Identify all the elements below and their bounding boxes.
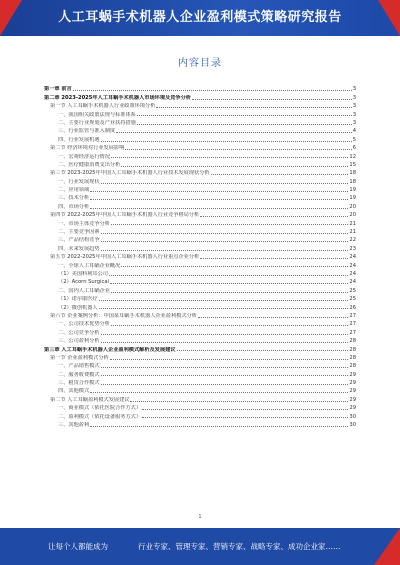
toc-entry[interactable] — [44, 168, 356, 176]
toc-entry[interactable] — [44, 277, 356, 285]
toc-entry-page: 18 — [349, 170, 356, 177]
toc-entry-page: 24 — [349, 262, 356, 269]
footer-slogan-right: 行业专家、管理专家、营销专家、战略专家、成功企业家…… — [138, 542, 341, 551]
toc-entry[interactable] — [44, 193, 356, 201]
toc-leader-dots — [73, 90, 352, 91]
toc-entry[interactable] — [44, 302, 356, 310]
toc-leader-dots — [142, 409, 348, 410]
toc-entry-page: 24 — [349, 270, 356, 277]
toc-entry-label: 二、医疗健康消费支出分析 — [58, 161, 121, 168]
toc-entry-label: 第五节 2022-2025年中国人工耳蜗手术机器人行业重点企业分析 — [50, 254, 200, 261]
toc-entry-page: 21 — [349, 220, 356, 227]
toc-leader-dots — [90, 426, 348, 427]
toc-entry-label: 第二节 人工耳蜗盈利模式发展建议 — [50, 396, 130, 403]
toc-entry[interactable] — [44, 218, 356, 226]
toc-leader-dots — [177, 350, 349, 351]
toc-leader-dots — [116, 132, 352, 133]
toc-leader-dots — [101, 250, 349, 251]
toc-entry[interactable] — [44, 143, 356, 151]
toc-entry-label: （2）Acorn Surgical — [58, 279, 109, 286]
table-of-contents — [44, 84, 356, 428]
toc-entry[interactable] — [44, 176, 356, 184]
toc-entry-label: 第三节 2023-2025年中国人工耳蜗手术机器人行业技术发展现状分析 — [50, 170, 210, 177]
toc-entry-page: 19 — [349, 195, 356, 202]
toc-entry-label: 三、租赁合作模式 — [58, 380, 100, 387]
toc-leader-dots — [101, 241, 349, 242]
toc-leader-dots — [110, 359, 349, 360]
toc-leader-dots — [142, 417, 348, 418]
toc-entry-page: 12 — [349, 153, 356, 160]
toc-entry-label: 三、其他盈利 — [58, 422, 90, 429]
toc-entry[interactable] — [44, 378, 356, 386]
toc-entry[interactable] — [44, 369, 356, 377]
toc-entry[interactable] — [44, 386, 356, 394]
toc-leader-dots — [110, 283, 348, 284]
toc-entry[interactable] — [44, 260, 356, 268]
toc-entry-label: 一、市场主体竞争分析 — [58, 220, 110, 227]
toc-entry-page: 28 — [349, 346, 356, 353]
toc-entry[interactable] — [44, 394, 356, 402]
toc-entry[interactable] — [44, 353, 356, 361]
toc-entry-page: 22 — [349, 237, 356, 244]
toc-leader-dots — [90, 199, 348, 200]
toc-entry-page: 26 — [349, 304, 356, 311]
toc-leader-dots — [200, 216, 348, 217]
toc-entry[interactable] — [44, 269, 356, 277]
toc-leader-dots — [101, 141, 352, 142]
toc-entry-label: 一、商业模式（依托医院合作方式） — [58, 405, 142, 412]
toc-leader-dots — [101, 384, 349, 385]
toc-entry[interactable] — [44, 109, 356, 117]
toc-entry-page: 6 — [352, 145, 356, 152]
toc-leader-dots — [109, 275, 348, 276]
toc-leader-dots — [111, 325, 349, 326]
toc-entry-page: 25 — [349, 287, 356, 294]
toc-entry[interactable] — [44, 101, 356, 109]
toc-leader-dots — [156, 107, 351, 108]
toc-entry[interactable] — [44, 84, 356, 92]
toc-leader-dots — [200, 258, 348, 259]
toc-entry-label: 二、国内人工耳蜗企业 — [58, 287, 110, 294]
toc-entry-page: 28 — [349, 354, 356, 361]
toc-entry-page: 20 — [349, 203, 356, 210]
toc-leader-dots — [99, 308, 349, 309]
toc-entry-label: 第一节 企业盈利模式分析 — [50, 354, 109, 361]
toc-entry-label: 一、行业发展现状 — [58, 178, 100, 185]
toc-entry-page: 3 — [352, 86, 356, 93]
toc-leader-dots — [198, 317, 348, 318]
toc-entry-page: 21 — [349, 229, 356, 236]
toc-entry-page: 29 — [349, 380, 356, 387]
toc-entry-label: 第一章 前言 — [44, 86, 72, 93]
toc-entry-label: 三、公司盈利分析 — [58, 338, 100, 345]
toc-entry-label: 四、其他模式 — [58, 388, 90, 395]
toc-entry-page: 5 — [352, 136, 356, 143]
toc-entry[interactable] — [44, 336, 356, 344]
toc-entry-label: 四、市场分析 — [58, 203, 90, 210]
toc-leader-dots — [130, 401, 348, 402]
toc-entry[interactable] — [44, 185, 356, 193]
toc-entry[interactable] — [44, 420, 356, 428]
toc-entry[interactable] — [44, 235, 356, 243]
toc-entry-label: 二、服务收费模式 — [58, 371, 100, 378]
toc-entry[interactable] — [44, 151, 356, 159]
toc-entry-label: 二、公司竞争分析 — [58, 329, 100, 336]
toc-entry-page: 3 — [352, 103, 356, 110]
toc-entry-label: 一、宏观经济运行情况 — [58, 153, 110, 160]
toc-entry-page: 20 — [349, 212, 356, 219]
header-banner — [0, 0, 400, 36]
toc-entry-label: 四、未来发展趋势 — [58, 245, 100, 252]
toc-entry[interactable] — [44, 134, 356, 142]
toc-entry-label: 第四节 2022-2025年中国人工耳蜗手术机器人行业竞争格局分析 — [50, 212, 200, 219]
toc-entry[interactable] — [44, 361, 356, 369]
toc-entry-label: 第二节 经济环境对行业发展影响 — [50, 145, 125, 152]
toc-entry-label: 第六节 企业案例分析：中国某耳蜗手术机器人企业盈利模式分析 — [50, 312, 197, 319]
toc-entry-page: 23 — [349, 245, 356, 252]
toc-entry[interactable] — [44, 411, 356, 419]
toc-leader-dots — [101, 375, 349, 376]
toc-entry-label: 二、应用领域 — [58, 187, 90, 194]
toc-entry-page: 30 — [349, 413, 356, 420]
toc-entry-page: 29 — [349, 371, 356, 378]
toc-leader-dots — [101, 183, 349, 184]
toc-leader-dots — [90, 392, 348, 393]
toc-entry-page: 24 — [349, 254, 356, 261]
toc-entry[interactable] — [44, 252, 356, 260]
toc-entry-label: 二、主要行业规划及产业扶持措施 — [58, 119, 136, 126]
toc-entry-page: 27 — [349, 321, 356, 328]
toc-entry-label: 第二章 2023-2025年人工耳蜗手术机器人市场环境及竞争分析 — [44, 94, 191, 101]
toc-entry[interactable] — [44, 319, 356, 327]
toc-entry-page: 29 — [349, 396, 356, 403]
toc-entry-page: 3 — [352, 119, 356, 126]
toc-leader-dots — [137, 124, 352, 125]
toc-entry-page: 28 — [349, 363, 356, 370]
toc-leader-dots — [111, 224, 349, 225]
toc-leader-dots — [101, 334, 349, 335]
toc-entry-page: 27 — [349, 329, 356, 336]
toc-entry[interactable] — [44, 327, 356, 335]
toc-entry-page: 19 — [349, 187, 356, 194]
toc-entry[interactable] — [44, 227, 356, 235]
toc-leader-dots — [121, 266, 348, 267]
toc-entry-label: 二、盈利模式（依托设备服务方式） — [58, 413, 142, 420]
toc-entry-page: 18 — [349, 178, 356, 185]
footer-red-accent — [374, 528, 400, 565]
toc-entry-label: 三、技术分析 — [58, 195, 90, 202]
toc-heading: 内容目录 — [178, 58, 222, 69]
toc-leader-dots — [192, 99, 352, 100]
header-red-accent-right — [378, 0, 400, 36]
toc-leader-dots — [101, 233, 349, 234]
toc-entry[interactable] — [44, 201, 356, 209]
toc-entry-label: 第三章 人工耳蜗手术机器人企业盈利模式解析及发展建议 — [44, 346, 176, 353]
toc-entry[interactable] — [44, 210, 356, 218]
toc-entry-label: 一、全球人工耳蜗企业概况 — [58, 262, 121, 269]
toc-leader-dots — [211, 174, 349, 175]
toc-entry[interactable] — [44, 403, 356, 411]
toc-entry[interactable] — [44, 126, 356, 134]
toc-entry-label: 四、行业发展机遇 — [58, 136, 100, 143]
toc-entry-page: 15 — [349, 161, 356, 168]
toc-entry-page: 29 — [349, 388, 356, 395]
toc-entry-page: 30 — [349, 422, 356, 429]
toc-entry[interactable] — [44, 344, 356, 352]
toc-entry-page: 27 — [349, 312, 356, 319]
report-title: 人工耳蜗手术机器人企业盈利模式策略研究报告 — [58, 10, 342, 25]
toc-entry-page: 3 — [352, 111, 356, 118]
toc-entry-page: 3 — [352, 94, 356, 101]
toc-entry-page: 28 — [349, 338, 356, 345]
toc-entry-page: 4 — [352, 128, 356, 135]
toc-entry-label: 一、产品销售模式 — [58, 363, 100, 370]
toc-entry-label: 一、公司技术优势分析 — [58, 321, 110, 328]
toc-leader-dots — [137, 115, 352, 116]
page-number: 1 — [198, 514, 202, 520]
toc-entry[interactable] — [44, 118, 356, 126]
toc-leader-dots — [111, 157, 349, 158]
toc-entry[interactable] — [44, 243, 356, 251]
toc-entry-label: （1）美国科利耳公司 — [58, 270, 108, 277]
toc-leader-dots — [101, 342, 349, 343]
toc-entry-page: 25 — [349, 296, 356, 303]
toc-entry[interactable] — [44, 160, 356, 168]
toc-leader-dots — [90, 191, 348, 192]
toc-entry-label: 二、主要竞争因素 — [58, 229, 100, 236]
toc-leader-dots — [121, 166, 348, 167]
toc-entry[interactable] — [44, 294, 356, 302]
toc-entry-page: 29 — [349, 405, 356, 412]
toc-entry[interactable] — [44, 311, 356, 319]
toc-leader-dots — [111, 292, 349, 293]
toc-entry-label: 三、产品结构竞争 — [58, 237, 100, 244]
toc-entry-page: 24 — [349, 279, 356, 286]
footer-banner — [0, 528, 400, 565]
toc-leader-dots — [101, 367, 349, 368]
toc-entry[interactable] — [44, 285, 356, 293]
footer-slogan-left: 让每个人都能成为 — [48, 542, 108, 551]
toc-entry[interactable] — [44, 92, 356, 100]
toc-entry-label: （1）诺尔康医疗 — [58, 296, 98, 303]
toc-entry-label: （2）微创机器人 — [58, 304, 98, 311]
toc-leader-dots — [99, 300, 349, 301]
toc-leader-dots — [125, 149, 351, 150]
toc-entry-label: 三、行业监管与准入制度 — [58, 128, 116, 135]
toc-leader-dots — [90, 208, 348, 209]
toc-entry-label: 第一节 人工耳蜗手术机器人行业政策环境分析 — [50, 103, 156, 110]
header-red-accent-left — [0, 0, 22, 36]
toc-entry-label: 一、我国相关政策法规与标准体系 — [58, 111, 136, 118]
